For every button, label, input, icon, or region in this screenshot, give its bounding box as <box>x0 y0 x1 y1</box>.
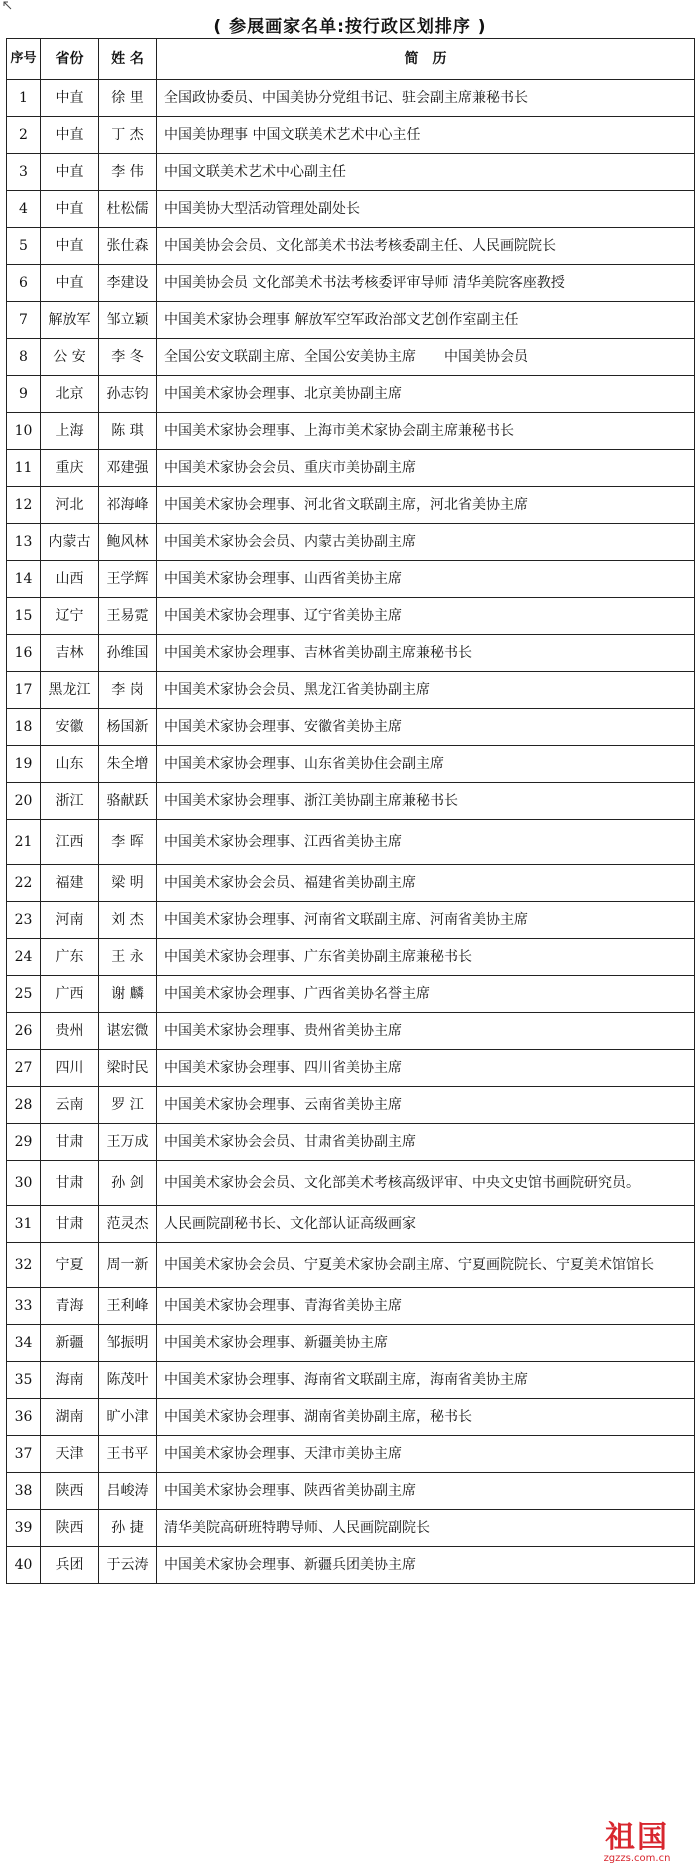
row-number: 38 <box>7 1473 41 1510</box>
row-name: 李 晖 <box>99 820 157 865</box>
row-province: 辽宁 <box>41 598 99 635</box>
corner-arrow-icon <box>2 0 12 10</box>
table-row <box>7 1206 695 1243</box>
table-row <box>7 1124 695 1161</box>
row-bio: 中国美术家协会理事 解放军空军政治部文艺创作室副主任 <box>157 302 695 339</box>
row-province: 青海 <box>41 1288 99 1325</box>
row-name: 王易霓 <box>99 598 157 635</box>
row-name: 孙 剑 <box>99 1161 157 1206</box>
row-number: 31 <box>7 1206 41 1243</box>
row-bio: 中国美术家协会理事、山西省美协主席 <box>157 561 695 598</box>
row-province: 解放军 <box>41 302 99 339</box>
row-number: 36 <box>7 1399 41 1436</box>
table-row <box>7 265 695 302</box>
row-bio: 中国美术家协会理事、吉林省美协副主席兼秘书长 <box>157 635 695 672</box>
row-bio: 清华美院高研班特聘导师、人民画院副院长 <box>157 1510 695 1547</box>
table-row <box>7 1161 695 1206</box>
row-number: 28 <box>7 1087 41 1124</box>
row-bio: 中国美术家协会理事、青海省美协主席 <box>157 1288 695 1325</box>
table-row <box>7 746 695 783</box>
row-province: 中直 <box>41 228 99 265</box>
row-name: 鲍风林 <box>99 524 157 561</box>
table-row <box>7 1050 695 1087</box>
row-bio: 中国美术家协会理事、海南省文联副主席，海南省美协主席 <box>157 1362 695 1399</box>
row-bio: 中国美协理事 中国文联美术艺术中心主任 <box>157 117 695 154</box>
row-name: 陈茂叶 <box>99 1362 157 1399</box>
row-number: 9 <box>7 376 41 413</box>
row-number: 2 <box>7 117 41 154</box>
row-province: 甘肃 <box>41 1161 99 1206</box>
row-province: 中直 <box>41 154 99 191</box>
row-province: 陕西 <box>41 1473 99 1510</box>
row-bio: 中国美术家协会理事、贵州省美协主席 <box>157 1013 695 1050</box>
row-bio: 中国美术家协会会员、黑龙江省美协副主席 <box>157 672 695 709</box>
row-bio: 中国美术家协会会员、文化部美术考核高级评审、中央文史馆书画院研究员。 <box>157 1161 695 1206</box>
row-name: 邹立颖 <box>99 302 157 339</box>
table-row <box>7 976 695 1013</box>
row-bio: 中国美术家协会理事、天津市美协主席 <box>157 1436 695 1473</box>
row-province: 宁夏 <box>41 1243 99 1288</box>
row-name: 李 岗 <box>99 672 157 709</box>
row-number: 5 <box>7 228 41 265</box>
table-row <box>7 709 695 746</box>
table-row <box>7 302 695 339</box>
row-province: 浙江 <box>41 783 99 820</box>
row-province: 吉林 <box>41 635 99 672</box>
row-name: 旷小津 <box>99 1399 157 1436</box>
row-bio: 中国美术家协会理事、江西省美协主席 <box>157 820 695 865</box>
row-bio: 中国美术家协会会员、宁夏美术家协会副主席、宁夏画院院长、宁夏美术馆馆长 <box>157 1243 695 1288</box>
row-name: 邹振明 <box>99 1325 157 1362</box>
row-number: 25 <box>7 976 41 1013</box>
row-name: 于云涛 <box>99 1547 157 1584</box>
row-number: 22 <box>7 865 41 902</box>
row-bio: 中国美术家协会理事、安徽省美协主席 <box>157 709 695 746</box>
row-number: 33 <box>7 1288 41 1325</box>
table-row <box>7 561 695 598</box>
row-number: 23 <box>7 902 41 939</box>
table-row <box>7 117 695 154</box>
row-province: 四川 <box>41 1050 99 1087</box>
row-number: 6 <box>7 265 41 302</box>
table-row <box>7 450 695 487</box>
row-bio: 中国美术家协会理事、广西省美协名誉主席 <box>157 976 695 1013</box>
table-row <box>7 1362 695 1399</box>
row-name: 杜松儒 <box>99 191 157 228</box>
header-seq: 序号 <box>7 39 41 80</box>
row-province: 中直 <box>41 191 99 228</box>
row-name: 刘 杰 <box>99 902 157 939</box>
row-province: 山西 <box>41 561 99 598</box>
row-name: 王万成 <box>99 1124 157 1161</box>
row-number: 16 <box>7 635 41 672</box>
row-number: 4 <box>7 191 41 228</box>
table-row <box>7 191 695 228</box>
row-name: 杨国新 <box>99 709 157 746</box>
row-province: 江西 <box>41 820 99 865</box>
table-row <box>7 1288 695 1325</box>
row-bio: 中国美术家协会理事、陕西省美协副主席 <box>157 1473 695 1510</box>
table-row <box>7 865 695 902</box>
row-name: 孙志钧 <box>99 376 157 413</box>
table-row <box>7 1013 695 1050</box>
table-row <box>7 939 695 976</box>
header-name: 姓 名 <box>99 39 157 80</box>
row-number: 17 <box>7 672 41 709</box>
row-bio: 中国美术家协会理事、湖南省美协副主席，秘书长 <box>157 1399 695 1436</box>
row-name: 梁 明 <box>99 865 157 902</box>
row-number: 21 <box>7 820 41 865</box>
table-row <box>7 1473 695 1510</box>
header-bio: 简 历 <box>157 39 695 80</box>
row-bio: 中国美术家协会会员、福建省美协副主席 <box>157 865 695 902</box>
row-bio: 中国美协会会员、文化部美术书法考核委副主任、人民画院院长 <box>157 228 695 265</box>
table-row <box>7 1436 695 1473</box>
row-number: 12 <box>7 487 41 524</box>
row-bio: 中国美术家协会理事、辽宁省美协主席 <box>157 598 695 635</box>
row-province: 北京 <box>41 376 99 413</box>
row-name: 李建设 <box>99 265 157 302</box>
row-number: 11 <box>7 450 41 487</box>
row-province: 中直 <box>41 117 99 154</box>
table-row <box>7 820 695 865</box>
row-province: 公 安 <box>41 339 99 376</box>
row-name: 吕峻涛 <box>99 1473 157 1510</box>
row-number: 10 <box>7 413 41 450</box>
row-bio: 人民画院副秘书长、文化部认证高级画家 <box>157 1206 695 1243</box>
row-bio: 中国美术家协会理事、广东省美协副主席兼秘书长 <box>157 939 695 976</box>
row-bio: 中国美术家协会理事、北京美协副主席 <box>157 376 695 413</box>
row-number: 8 <box>7 339 41 376</box>
row-name: 范灵杰 <box>99 1206 157 1243</box>
row-number: 20 <box>7 783 41 820</box>
table-row <box>7 339 695 376</box>
row-name: 邓建强 <box>99 450 157 487</box>
table-row <box>7 1510 695 1547</box>
table-row <box>7 376 695 413</box>
row-province: 安徽 <box>41 709 99 746</box>
row-name: 李 冬 <box>99 339 157 376</box>
row-province: 河北 <box>41 487 99 524</box>
row-province: 黑龙江 <box>41 672 99 709</box>
table-row <box>7 1399 695 1436</box>
row-province: 甘肃 <box>41 1206 99 1243</box>
row-number: 13 <box>7 524 41 561</box>
row-name: 罗 江 <box>99 1087 157 1124</box>
row-number: 37 <box>7 1436 41 1473</box>
row-number: 3 <box>7 154 41 191</box>
row-name: 王 永 <box>99 939 157 976</box>
row-province: 新疆 <box>41 1325 99 1362</box>
row-name: 朱全增 <box>99 746 157 783</box>
row-number: 40 <box>7 1547 41 1584</box>
row-number: 19 <box>7 746 41 783</box>
row-province: 甘肃 <box>41 1124 99 1161</box>
watermark-text: 祖国 <box>605 1820 669 1855</box>
row-province: 兵团 <box>41 1547 99 1584</box>
row-name: 谢 麟 <box>99 976 157 1013</box>
row-number: 27 <box>7 1050 41 1087</box>
row-name: 梁时民 <box>99 1050 157 1087</box>
row-province: 陕西 <box>41 1510 99 1547</box>
artist-table <box>6 38 695 1584</box>
row-number: 15 <box>7 598 41 635</box>
table-row <box>7 1243 695 1288</box>
row-bio: 中国美术家协会理事、四川省美协主席 <box>157 1050 695 1087</box>
row-name: 张仕森 <box>99 228 157 265</box>
row-province: 重庆 <box>41 450 99 487</box>
row-bio: 中国美协会员 文化部美术书法考核委评审导师 清华美院客座教授 <box>157 265 695 302</box>
row-bio: 中国美术家协会理事、新疆美协主席 <box>157 1325 695 1362</box>
row-number: 30 <box>7 1161 41 1206</box>
table-row <box>7 598 695 635</box>
row-bio: 中国美术家协会理事、河南省文联副主席、河南省美协主席 <box>157 902 695 939</box>
row-bio: 中国美术家协会理事、上海市美术家协会副主席兼秘书长 <box>157 413 695 450</box>
row-bio: 中国美术家协会理事、山东省美协住会副主席 <box>157 746 695 783</box>
table-header-row <box>7 39 695 80</box>
row-province: 天津 <box>41 1436 99 1473</box>
row-bio: 中国美术家协会会员、内蒙古美协副主席 <box>157 524 695 561</box>
watermark-url: zgzzs.com.cn <box>603 1853 671 1864</box>
table-row <box>7 413 695 450</box>
table-row <box>7 228 695 265</box>
row-name: 李 伟 <box>99 154 157 191</box>
table-row <box>7 154 695 191</box>
row-name: 王书平 <box>99 1436 157 1473</box>
row-name: 祁海峰 <box>99 487 157 524</box>
row-number: 32 <box>7 1243 41 1288</box>
row-province: 湖南 <box>41 1399 99 1436</box>
row-province: 上海 <box>41 413 99 450</box>
watermark-logo <box>582 1820 692 1865</box>
row-name: 丁 杰 <box>99 117 157 154</box>
row-province: 河南 <box>41 902 99 939</box>
row-number: 29 <box>7 1124 41 1161</box>
row-name: 孙 捷 <box>99 1510 157 1547</box>
row-bio: 中国美协大型活动管理处副处长 <box>157 191 695 228</box>
row-number: 1 <box>7 80 41 117</box>
table-row <box>7 1325 695 1362</box>
table-row <box>7 635 695 672</box>
row-bio: 中国美术家协会理事、云南省美协主席 <box>157 1087 695 1124</box>
row-number: 24 <box>7 939 41 976</box>
row-province: 云南 <box>41 1087 99 1124</box>
row-bio: 中国美术家协会会员、重庆市美协副主席 <box>157 450 695 487</box>
table-row <box>7 902 695 939</box>
row-bio: 中国文联美术艺术中心副主任 <box>157 154 695 191</box>
row-number: 18 <box>7 709 41 746</box>
row-number: 7 <box>7 302 41 339</box>
row-name: 骆献跃 <box>99 783 157 820</box>
row-number: 26 <box>7 1013 41 1050</box>
table-row <box>7 1547 695 1584</box>
row-name: 王学辉 <box>99 561 157 598</box>
row-name: 王利峰 <box>99 1288 157 1325</box>
table-row <box>7 783 695 820</box>
row-number: 39 <box>7 1510 41 1547</box>
row-bio: 全国公安文联副主席、全国公安美协主席 中国美协会员 <box>157 339 695 376</box>
row-name: 孙维国 <box>99 635 157 672</box>
row-name: 陈 琪 <box>99 413 157 450</box>
row-province: 广西 <box>41 976 99 1013</box>
table-body <box>7 80 695 1584</box>
table-row <box>7 487 695 524</box>
table-row <box>7 80 695 117</box>
row-name: 徐 里 <box>99 80 157 117</box>
row-bio: 中国美术家协会会员、甘肃省美协副主席 <box>157 1124 695 1161</box>
table-row <box>7 1087 695 1124</box>
row-province: 内蒙古 <box>41 524 99 561</box>
row-province: 山东 <box>41 746 99 783</box>
row-number: 14 <box>7 561 41 598</box>
row-province: 中直 <box>41 265 99 302</box>
row-province: 广东 <box>41 939 99 976</box>
row-name: 周一新 <box>99 1243 157 1288</box>
row-bio: 中国美术家协会理事、新疆兵团美协主席 <box>157 1547 695 1584</box>
row-province: 福建 <box>41 865 99 902</box>
row-province: 贵州 <box>41 1013 99 1050</box>
row-province: 中直 <box>41 80 99 117</box>
page-title: ( 参展画家名单:按行政区划排序 ) <box>213 17 487 37</box>
row-number: 35 <box>7 1362 41 1399</box>
row-bio: 全国政协委员、中国美协分党组书记、驻会副主席兼秘书长 <box>157 80 695 117</box>
row-bio: 中国美术家协会理事、河北省文联副主席，河北省美协主席 <box>157 487 695 524</box>
row-name: 谌宏微 <box>99 1013 157 1050</box>
row-bio: 中国美术家协会理事、浙江美协副主席兼秘书长 <box>157 783 695 820</box>
row-number: 34 <box>7 1325 41 1362</box>
table-row <box>7 524 695 561</box>
row-province: 海南 <box>41 1362 99 1399</box>
header-province: 省份 <box>41 39 99 80</box>
table-row <box>7 672 695 709</box>
